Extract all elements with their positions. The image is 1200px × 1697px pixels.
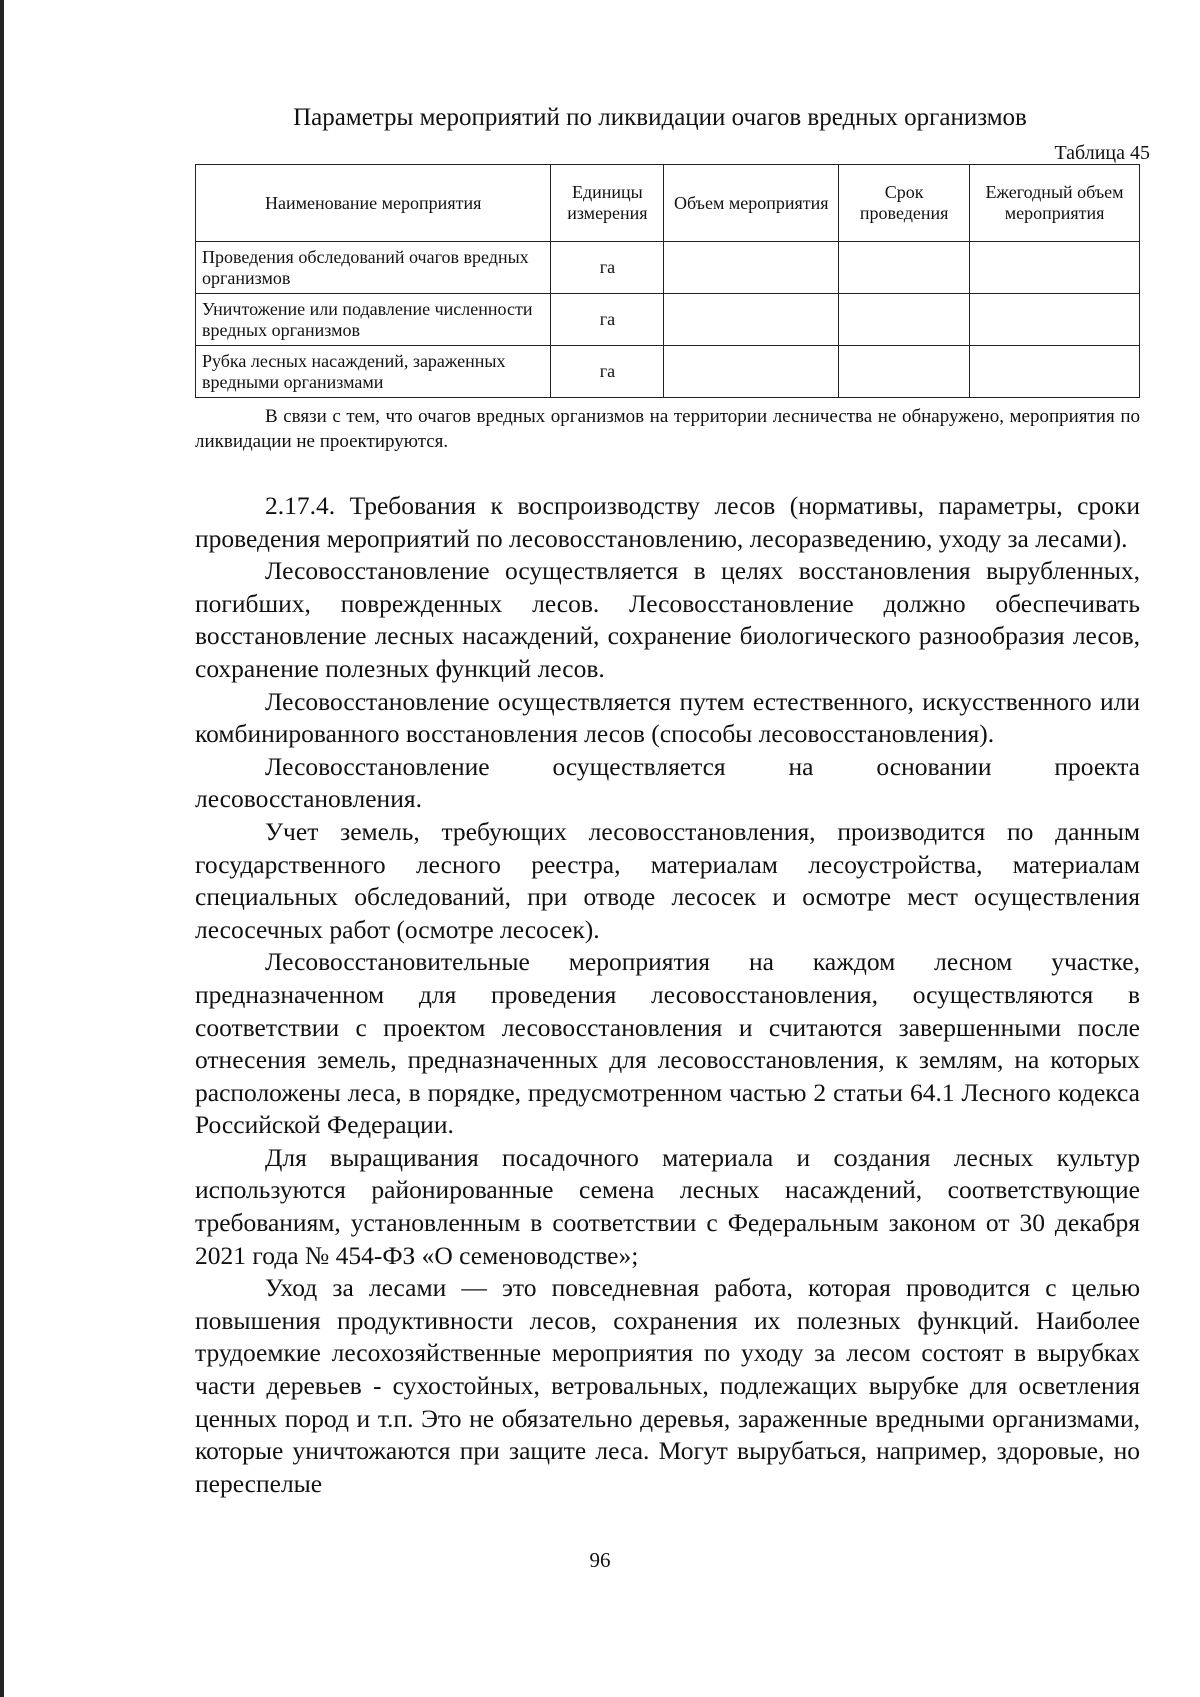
row-name: Уничтожение или подавление численности вредных организмов <box>196 294 551 346</box>
row-unit: га <box>551 294 664 346</box>
body-paragraph: Лесовосстановление осуществляется путем естественного, искусственного или комбинированного восстановления лесов (способы лесовосстановления). <box>195 686 1140 749</box>
table-row <box>196 346 1140 398</box>
body-paragraph: Лесовосстановление осуществляется в целях восстановления вырубленных, погибших, поврежденных лесов. Лесовосстановление должно обеспечивать восстановление лесных насаждений, сохранение биологического разнообразия лесов, сохранение полезных функций лесов. <box>195 556 1140 683</box>
body-paragraph: Лесовосстановление осуществляется на основании проекта лесовосстановления. <box>195 751 1140 814</box>
row-period <box>839 242 970 294</box>
row-name: Проведения обследований очагов вредных организмов <box>196 242 551 294</box>
header-period: Срок проведения <box>839 165 970 242</box>
row-name: Рубка лесных насаждений, зараженных вредными организмами <box>196 346 551 398</box>
row-volume <box>664 294 839 346</box>
header-unit: Единицы измерения <box>551 165 664 242</box>
row-volume <box>664 242 839 294</box>
body-paragraph: Для выращивания посадочного материала и создания лесных культур используются районированные семена лесных насаждений, соответствующие требованиям, установленным в соответствии с Федеральным законом от 30 декабря 2021 года № 454-ФЗ «О семеноводстве»; <box>195 1142 1140 1270</box>
body-text <box>195 490 1140 1500</box>
table-row <box>196 294 1140 346</box>
row-period <box>839 346 970 398</box>
body-paragraph: Лесовосстановительные мероприятия на каждом лесном участке, предназначенном для проведения лесовосстановления, осуществляются в соответствии с проектом лесовосстановления и считаются завершенными после отнесения земель, предназначенных для лесовосстановления, к землям, на которых расположены леса, в порядке, предусмотренном частью 2 статьи 64.1 Лесного кодекса Российской Федерации. <box>195 947 1140 1140</box>
scan-left-edge <box>0 0 4 1697</box>
header-annual: Ежегодный объем мероприятия <box>970 165 1140 242</box>
row-annual <box>970 242 1140 294</box>
body-paragraph: Учет земель, требующих лесовосстановления, производится по данным государственного лесного реестра, материалам лесоустройства, материалам специальных обследований, при отводе лесосек и осмотре мест осуществления лесосечных работ (осмотре лесосек). <box>195 816 1140 944</box>
row-period <box>839 294 970 346</box>
header-name: Наименование мероприятия <box>196 165 551 242</box>
page-number: 96 <box>589 1548 611 1572</box>
table-row <box>196 242 1140 294</box>
row-annual <box>970 346 1140 398</box>
table-header-row <box>196 165 1140 242</box>
row-volume <box>664 346 839 398</box>
section-heading-paragraph: 2.17.4. Требования к воспроизводству лесов (нормативы, параметры, сроки проведения мероприятий по лесовосстановлению, лесоразведению, уходу за лесами). <box>195 491 1140 553</box>
header-volume: Объем мероприятия <box>664 165 839 242</box>
body-paragraph: Уход за лесами — это повседневная работа, которая проводится с целью повышения продуктивности лесов, сохранения их полезных функций. Наиболее трудоемкие лесохозяйственные мероприятия по уходу за лесом состоят в вырубках части деревьев - сухостойных, ветровальных, подлежащих вырубке для осветления ценных пород и т.п. Это не обязательно деревья, зараженные вредными организмами, которые уничтожаются при защите леса. Могут вырубаться, например, здоровые, но переспелые <box>195 1273 1140 1498</box>
row-unit: га <box>551 242 664 294</box>
table-label: Таблица 45 <box>1054 142 1150 164</box>
page-title: Параметры мероприятий по ликвидации очагов вредных организмов <box>293 104 1027 131</box>
measures-table <box>195 164 1140 398</box>
row-unit: га <box>551 346 664 398</box>
row-annual <box>970 294 1140 346</box>
table-note: В связи с тем, что очагов вредных организмов на территории лесничества не обнаружено, мероприятия по ликвидации не проектируются. <box>195 406 1140 452</box>
